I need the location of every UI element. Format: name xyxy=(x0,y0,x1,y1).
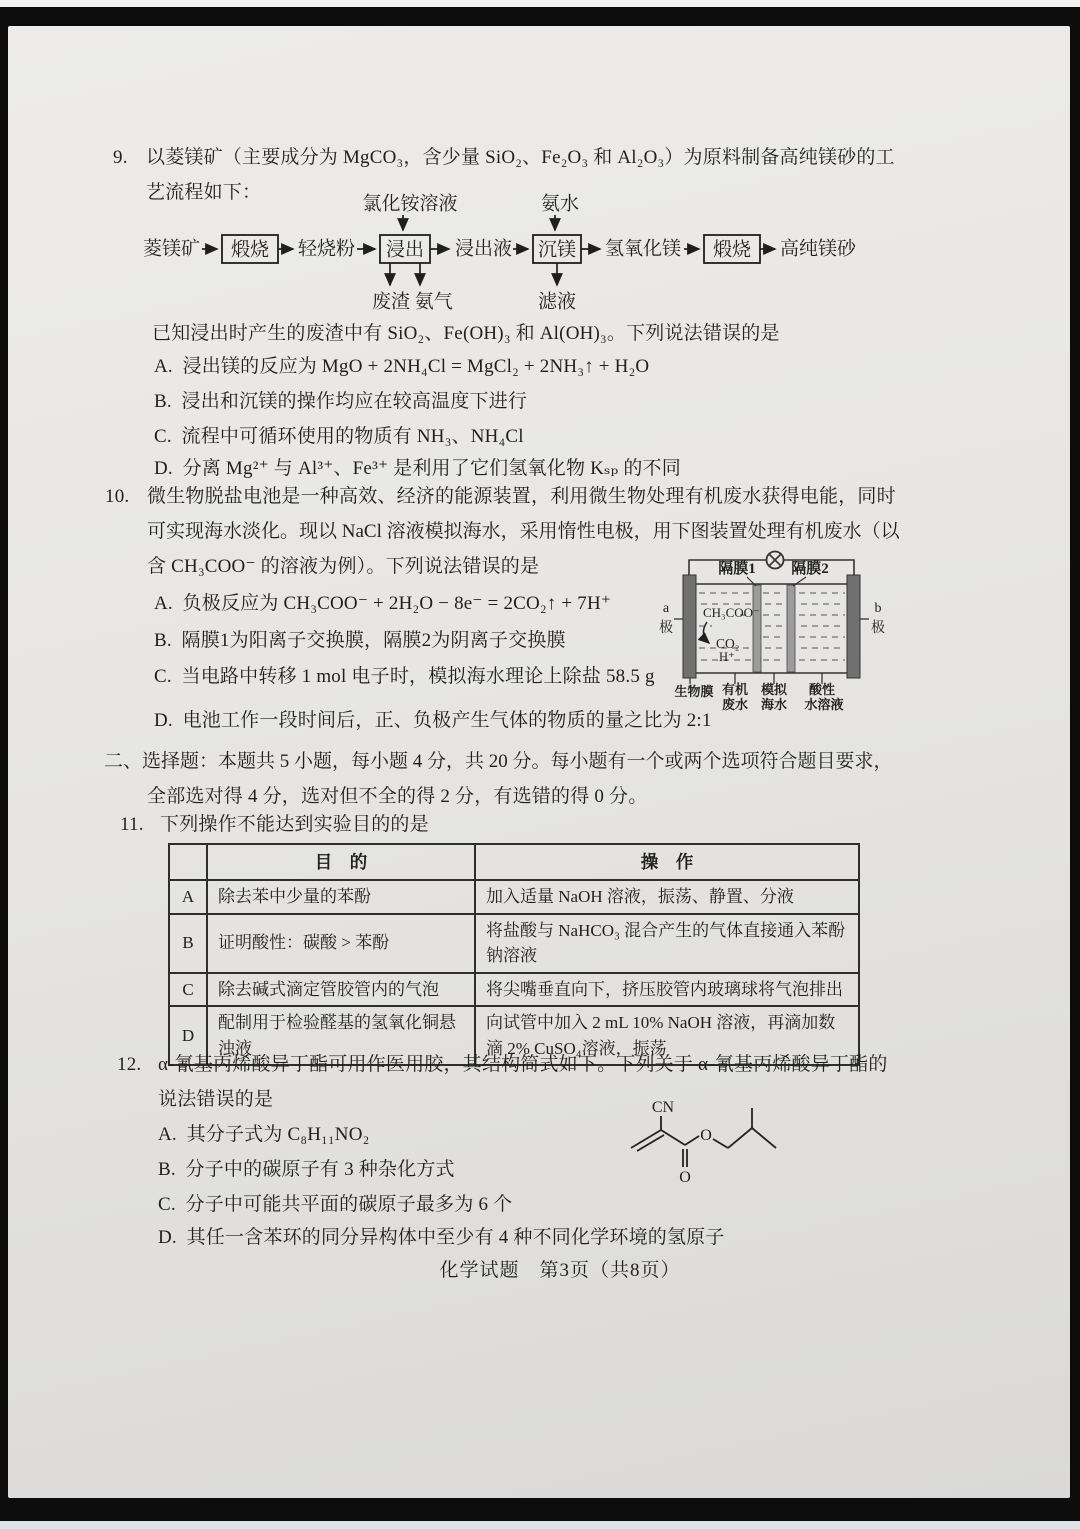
flow-box4-label: 煅烧 xyxy=(712,239,752,261)
flow-box2-label: 浸出 xyxy=(385,239,425,261)
row-label-cell: C xyxy=(169,973,207,1007)
section-2-heading-line-2: 全部选对得 4 分，选对但不全的得 2 分，有选错的得 0 分。 xyxy=(147,786,648,807)
q12-option-a: A. 其分子式为 C₈H₁₁NO₂ xyxy=(158,1124,370,1145)
acetate-label: CH₃COO⁻ xyxy=(703,605,760,620)
header-label-cell xyxy=(169,844,207,880)
q12-text-line-2: 说法错误的是 xyxy=(158,1089,274,1110)
q12-option-d: D. 其任一含苯环的同分异构体中至少有 4 种不同化学环境的氢原子 xyxy=(158,1227,725,1248)
electrode-b-letter: b xyxy=(874,601,882,616)
molecule-structure xyxy=(610,1090,800,1190)
footer-page-number: 化学试题 第3页（共8页） xyxy=(439,1260,681,1281)
electrode-a xyxy=(683,575,696,678)
table-row xyxy=(169,914,859,973)
organic-wastewater-label-1: 有机 xyxy=(721,682,749,697)
electrode-a-char: 极 xyxy=(659,621,673,636)
bottom-ticks xyxy=(690,673,822,684)
flow-input-ammonium-chloride: 氯化铵溶液 xyxy=(362,193,458,215)
electrode-b xyxy=(847,575,860,678)
q10-text-line-1: 微生物脱盐电池是一种高效、经济的能源装置，利用微生物处理有机废水获得电能，同时 xyxy=(147,486,896,507)
flow-input-ammonia: 氨水 xyxy=(540,193,580,215)
q12-option-c: C. 分子中可能共平面的碳原子最多为 6 个 xyxy=(158,1194,513,1215)
chamber-labels xyxy=(674,682,843,712)
biofilm-label: 生物膜 xyxy=(674,684,714,699)
flow-labels xyxy=(143,193,857,313)
q9-number: 9. xyxy=(113,147,128,168)
membrane-1 xyxy=(753,585,761,672)
ester-oxygen-label: O xyxy=(700,1127,712,1144)
q10-number: 10. xyxy=(105,486,130,507)
scan-edge-bottom xyxy=(0,1521,1080,1529)
operation-cell: 加入适量 NaOH 溶液，振荡、静置、分液 xyxy=(475,880,859,914)
co2-label: CO₂ xyxy=(716,636,740,651)
operation-cell: 将尖嘴垂直向下，挤压胶管内玻璃球将气泡排出 xyxy=(475,973,859,1007)
row-label-cell: D xyxy=(169,1006,207,1065)
purpose-cell: 证明酸性：碳酸 > 苯酚 xyxy=(207,914,475,973)
scan-edge-top xyxy=(0,0,1080,7)
simulated-seawater-label-1: 模拟 xyxy=(760,682,788,697)
lamp-icon xyxy=(767,552,784,569)
flow-filtrate: 滤液 xyxy=(537,291,577,313)
flow-start-magnesite: 菱镁矿 xyxy=(143,238,201,260)
flow-light-burned-powder: 轻烧粉 xyxy=(298,238,356,260)
acidic-solution-label-2: 水溶液 xyxy=(804,697,844,712)
q9-option-c: C. 流程中可循环使用的物质有 NH₃、NH₄Cl xyxy=(154,426,524,447)
q9-option-d: D. 分离 Mg²⁺ 与 Al³⁺、Fe³⁺ 是利用了它们氢氧化物 Kₛₚ 的不同 xyxy=(154,458,681,479)
q9-text-line-2: 艺流程如下： xyxy=(146,182,262,203)
row-label-cell: A xyxy=(169,880,207,914)
q10-text-line-3: 含 CH₃COO⁻ 的溶液为例）。下列说法错误的是 xyxy=(147,556,540,577)
membrane-2 xyxy=(787,585,795,672)
q9-text-line-1: 以菱镁矿（主要成分为 MgCO₃，含少量 SiO₂、Fe₂O₃ 和 Al₂O₃）为原料制备高纯镁砂的工 xyxy=(146,147,895,168)
carbonyl-oxygen-label: O xyxy=(679,1169,691,1186)
q12-text-line-1: α-氰基丙烯酸异丁酯可用作医用胶，其结构简式如下。下列关于 α-氰基丙烯酸异丁酯的 xyxy=(158,1054,888,1075)
table-row xyxy=(169,880,859,914)
q10-text-line-2: 可实现海水淡化。现以 NaCl 溶液模拟海水，采用惰性电极，用下图装置处理有机废水（以 xyxy=(147,521,900,542)
purpose-cell: 配制用于检验醛基的氢氧化铜悬浊液 xyxy=(207,1006,475,1065)
q9-intro: 已知浸出时产生的废渣中有 SiO₂、Fe(OH)₃ 和 Al(OH)₃。下列说法错误的是 xyxy=(152,323,780,344)
flow-box1-label: 煅烧 xyxy=(230,239,270,261)
simulated-seawater-label-2: 海水 xyxy=(760,697,788,712)
flow-leachate: 浸出液 xyxy=(455,238,513,260)
electrode-b-char: 极 xyxy=(871,621,885,636)
q10-option-c: C. 当电路中转移 1 mol 电子时，模拟海水理论上除盐 58.5 g xyxy=(154,666,655,687)
q11-number: 11. xyxy=(120,814,144,835)
header-purpose-cell: 目 的 xyxy=(207,844,475,880)
cell-diagram xyxy=(655,545,890,717)
flow-end-product: 高纯镁砂 xyxy=(780,238,857,260)
flow-box3-label: 沉镁 xyxy=(537,239,577,261)
acidic-solution-label-1: 酸性 xyxy=(808,682,836,697)
membrane-2-label: 隔膜2 xyxy=(791,561,829,577)
reaction-arrow xyxy=(703,622,709,643)
operation-cell: 将盐酸与 NaHCO₃ 混合产生的气体直接通入苯酚钠溶液 xyxy=(475,914,859,973)
table-header-row xyxy=(169,844,859,880)
membrane-1-label: 隔膜1 xyxy=(718,561,756,577)
table-row xyxy=(169,973,859,1007)
q12-option-b: B. 分子中的碳原子有 3 种杂化方式 xyxy=(158,1159,455,1180)
q10-option-b: B. 隔膜1为阳离子交换膜，隔膜2为阴离子交换膜 xyxy=(154,630,566,651)
flow-magnesium-hydroxide: 氢氧化镁 xyxy=(605,238,682,260)
flow-waste-outputs: 废渣 氨气 xyxy=(372,291,453,313)
q12-number: 12. xyxy=(117,1054,142,1075)
row-label-cell: B xyxy=(169,914,207,973)
q11-table xyxy=(168,843,860,1066)
process-flowchart xyxy=(135,185,885,315)
cyano-group-label: CN xyxy=(651,1099,675,1116)
q10-option-a: A. 负极反应为 CH₃COO⁻ + 2H₂O − 8e⁻ = 2CO₂↑ + 7H⁺ xyxy=(154,593,612,614)
operation-cell: 向试管中加入 2 mL 10% NaOH 溶液，再滴加数滴 2% CuSO₄溶液，振荡 xyxy=(475,1006,859,1065)
q11-title: 下列操作不能达到实验目的的是 xyxy=(160,814,429,835)
header-operation-cell: 操 作 xyxy=(475,844,859,880)
q9-option-b: B. 浸出和沉镁的操作均应在较高温度下进行 xyxy=(154,391,528,412)
section-2-heading-line-1: 二、选择题：本题共 5 小题，每小题 4 分，共 20 分。每小题有一个或两个选项符合题目要求， xyxy=(104,751,893,772)
h-ion-label: H⁺ xyxy=(719,650,735,664)
purpose-cell: 除去碱式滴定管胶管内的气泡 xyxy=(207,973,475,1007)
electrode-a-letter: a xyxy=(662,601,670,616)
purpose-cell: 除去苯中少量的苯酚 xyxy=(207,880,475,914)
organic-wastewater-label-2: 废水 xyxy=(721,697,749,712)
q9-option-a: A. 浸出镁的反应为 MgO + 2NH₄Cl = MgCl₂ + 2NH₃↑ + H₂O xyxy=(154,356,650,377)
q10-option-d: D. 电池工作一段时间后，正、负极产生气体的物质的量之比为 2:1 xyxy=(154,710,712,731)
